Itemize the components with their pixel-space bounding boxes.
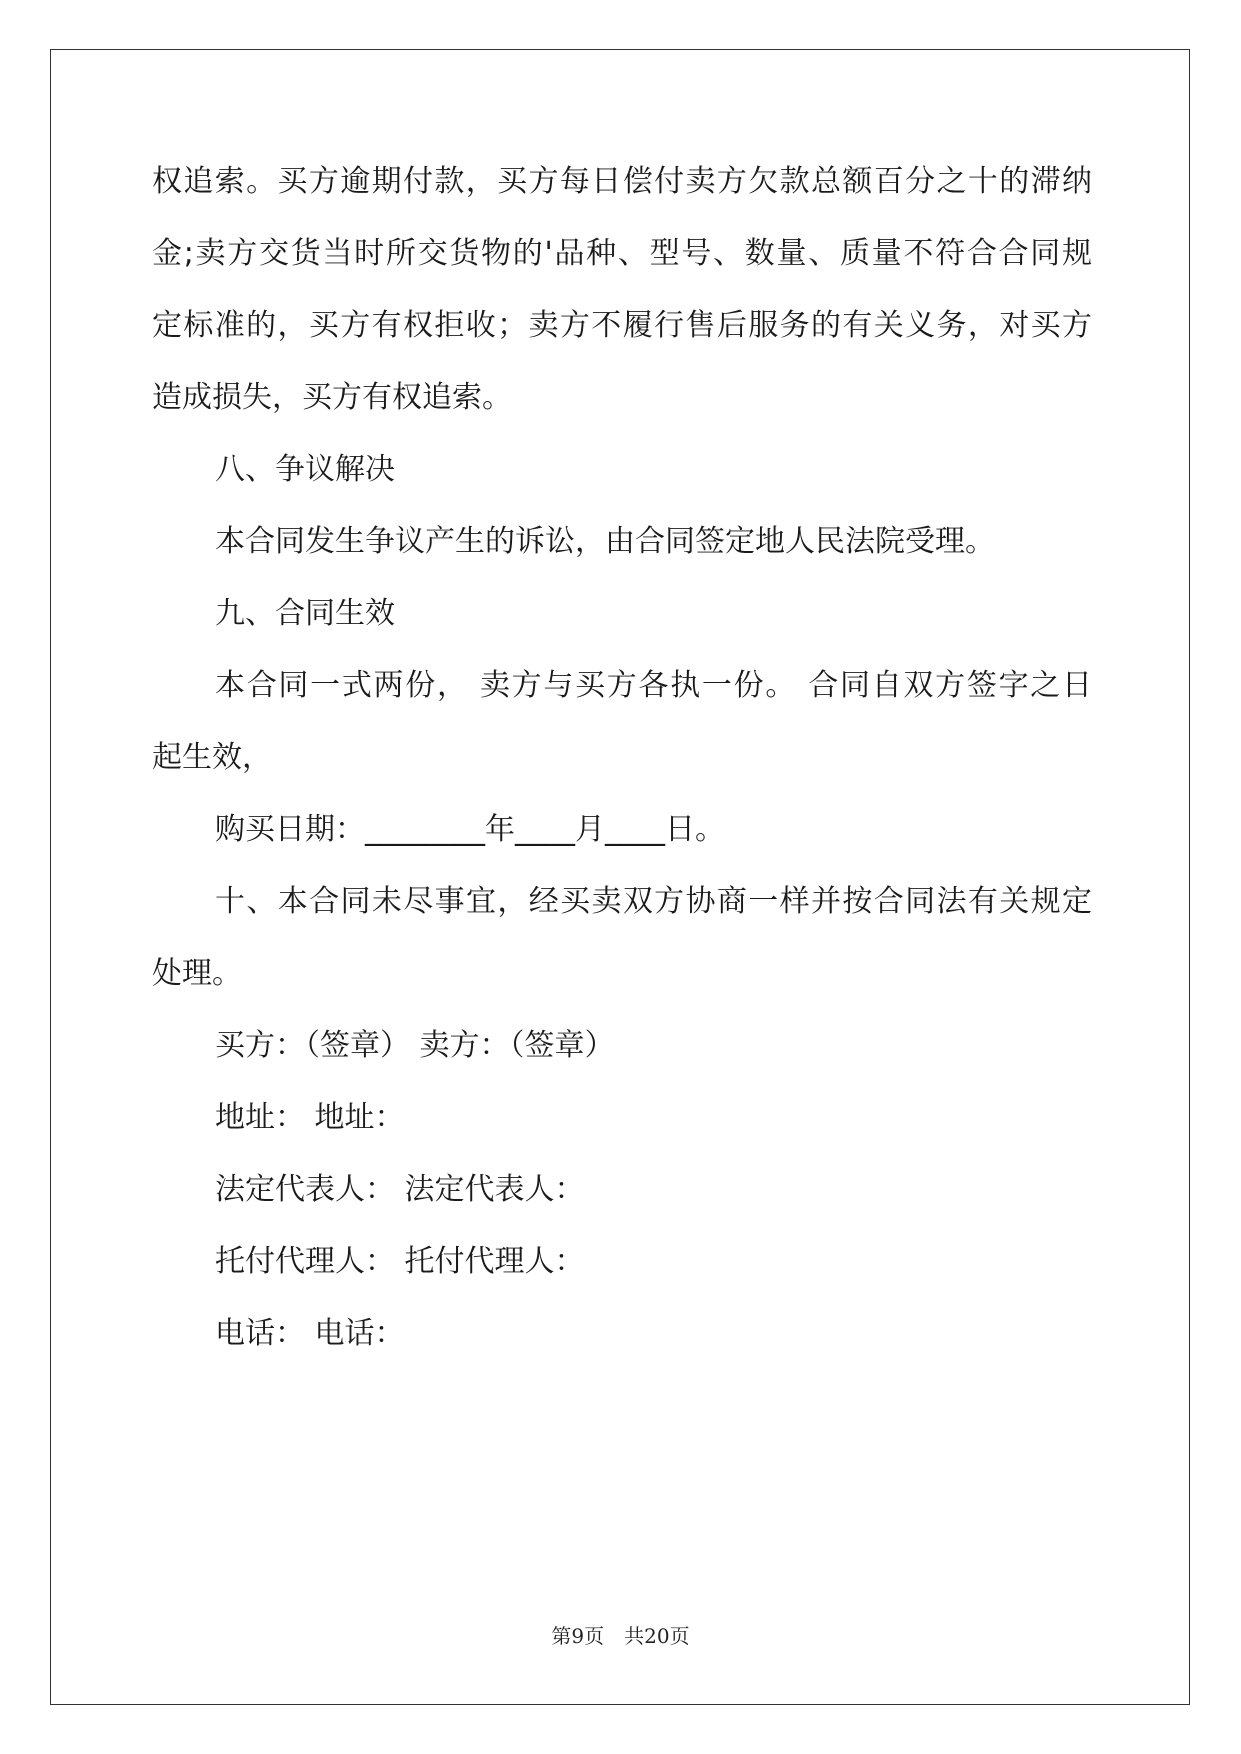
- legal-representative-line: 法定代表人： 法定代表人：: [215, 1172, 585, 1207]
- page-number: 第9页: [551, 1624, 605, 1648]
- section-body: 十、本合同未尽事宜，经买卖双方协商一样并按合同法有关规定: [215, 884, 1092, 919]
- address-line: 地址： 地址：: [215, 1100, 405, 1135]
- section-body: 本合同发生争议产生的诉讼，由合同签定地人民法院受理。: [215, 524, 995, 559]
- purchase-date: 购买日期：________年____月____日。: [215, 812, 725, 847]
- section-heading: 八、争议解决: [215, 452, 395, 487]
- section-heading: 九、合同生效: [215, 596, 395, 631]
- paragraph-line: 权追索。买方逾期付款，买方每日偿付卖方欠款总额百分之十的滞纳: [152, 164, 1092, 199]
- paragraph-line: 定标准的，买方有权拒收；卖方不履行售后服务的有关义务，对买方: [152, 308, 1092, 343]
- phone-line: 电话： 电话：: [215, 1316, 405, 1351]
- section-body: 本合同一式两份， 卖方与买方各执一份。 合同自双方签字之日: [215, 668, 1092, 703]
- paragraph-line: 金;卖方交货当时所交货物的'品种、型号、数量、质量不符合合同规: [152, 236, 1092, 271]
- agent-line: 托付代理人： 托付代理人：: [215, 1244, 585, 1279]
- page-footer: [0, 1624, 1241, 1648]
- page-total: 共20页: [624, 1624, 690, 1648]
- section-body: 起生效，: [152, 740, 272, 775]
- signature-line: 买方：（签章） 卖方：（签章）: [215, 1028, 615, 1063]
- page-border: [50, 49, 1190, 1705]
- paragraph-line: 造成损失，买方有权追索。: [152, 380, 512, 415]
- section-body: 处理。: [152, 956, 242, 991]
